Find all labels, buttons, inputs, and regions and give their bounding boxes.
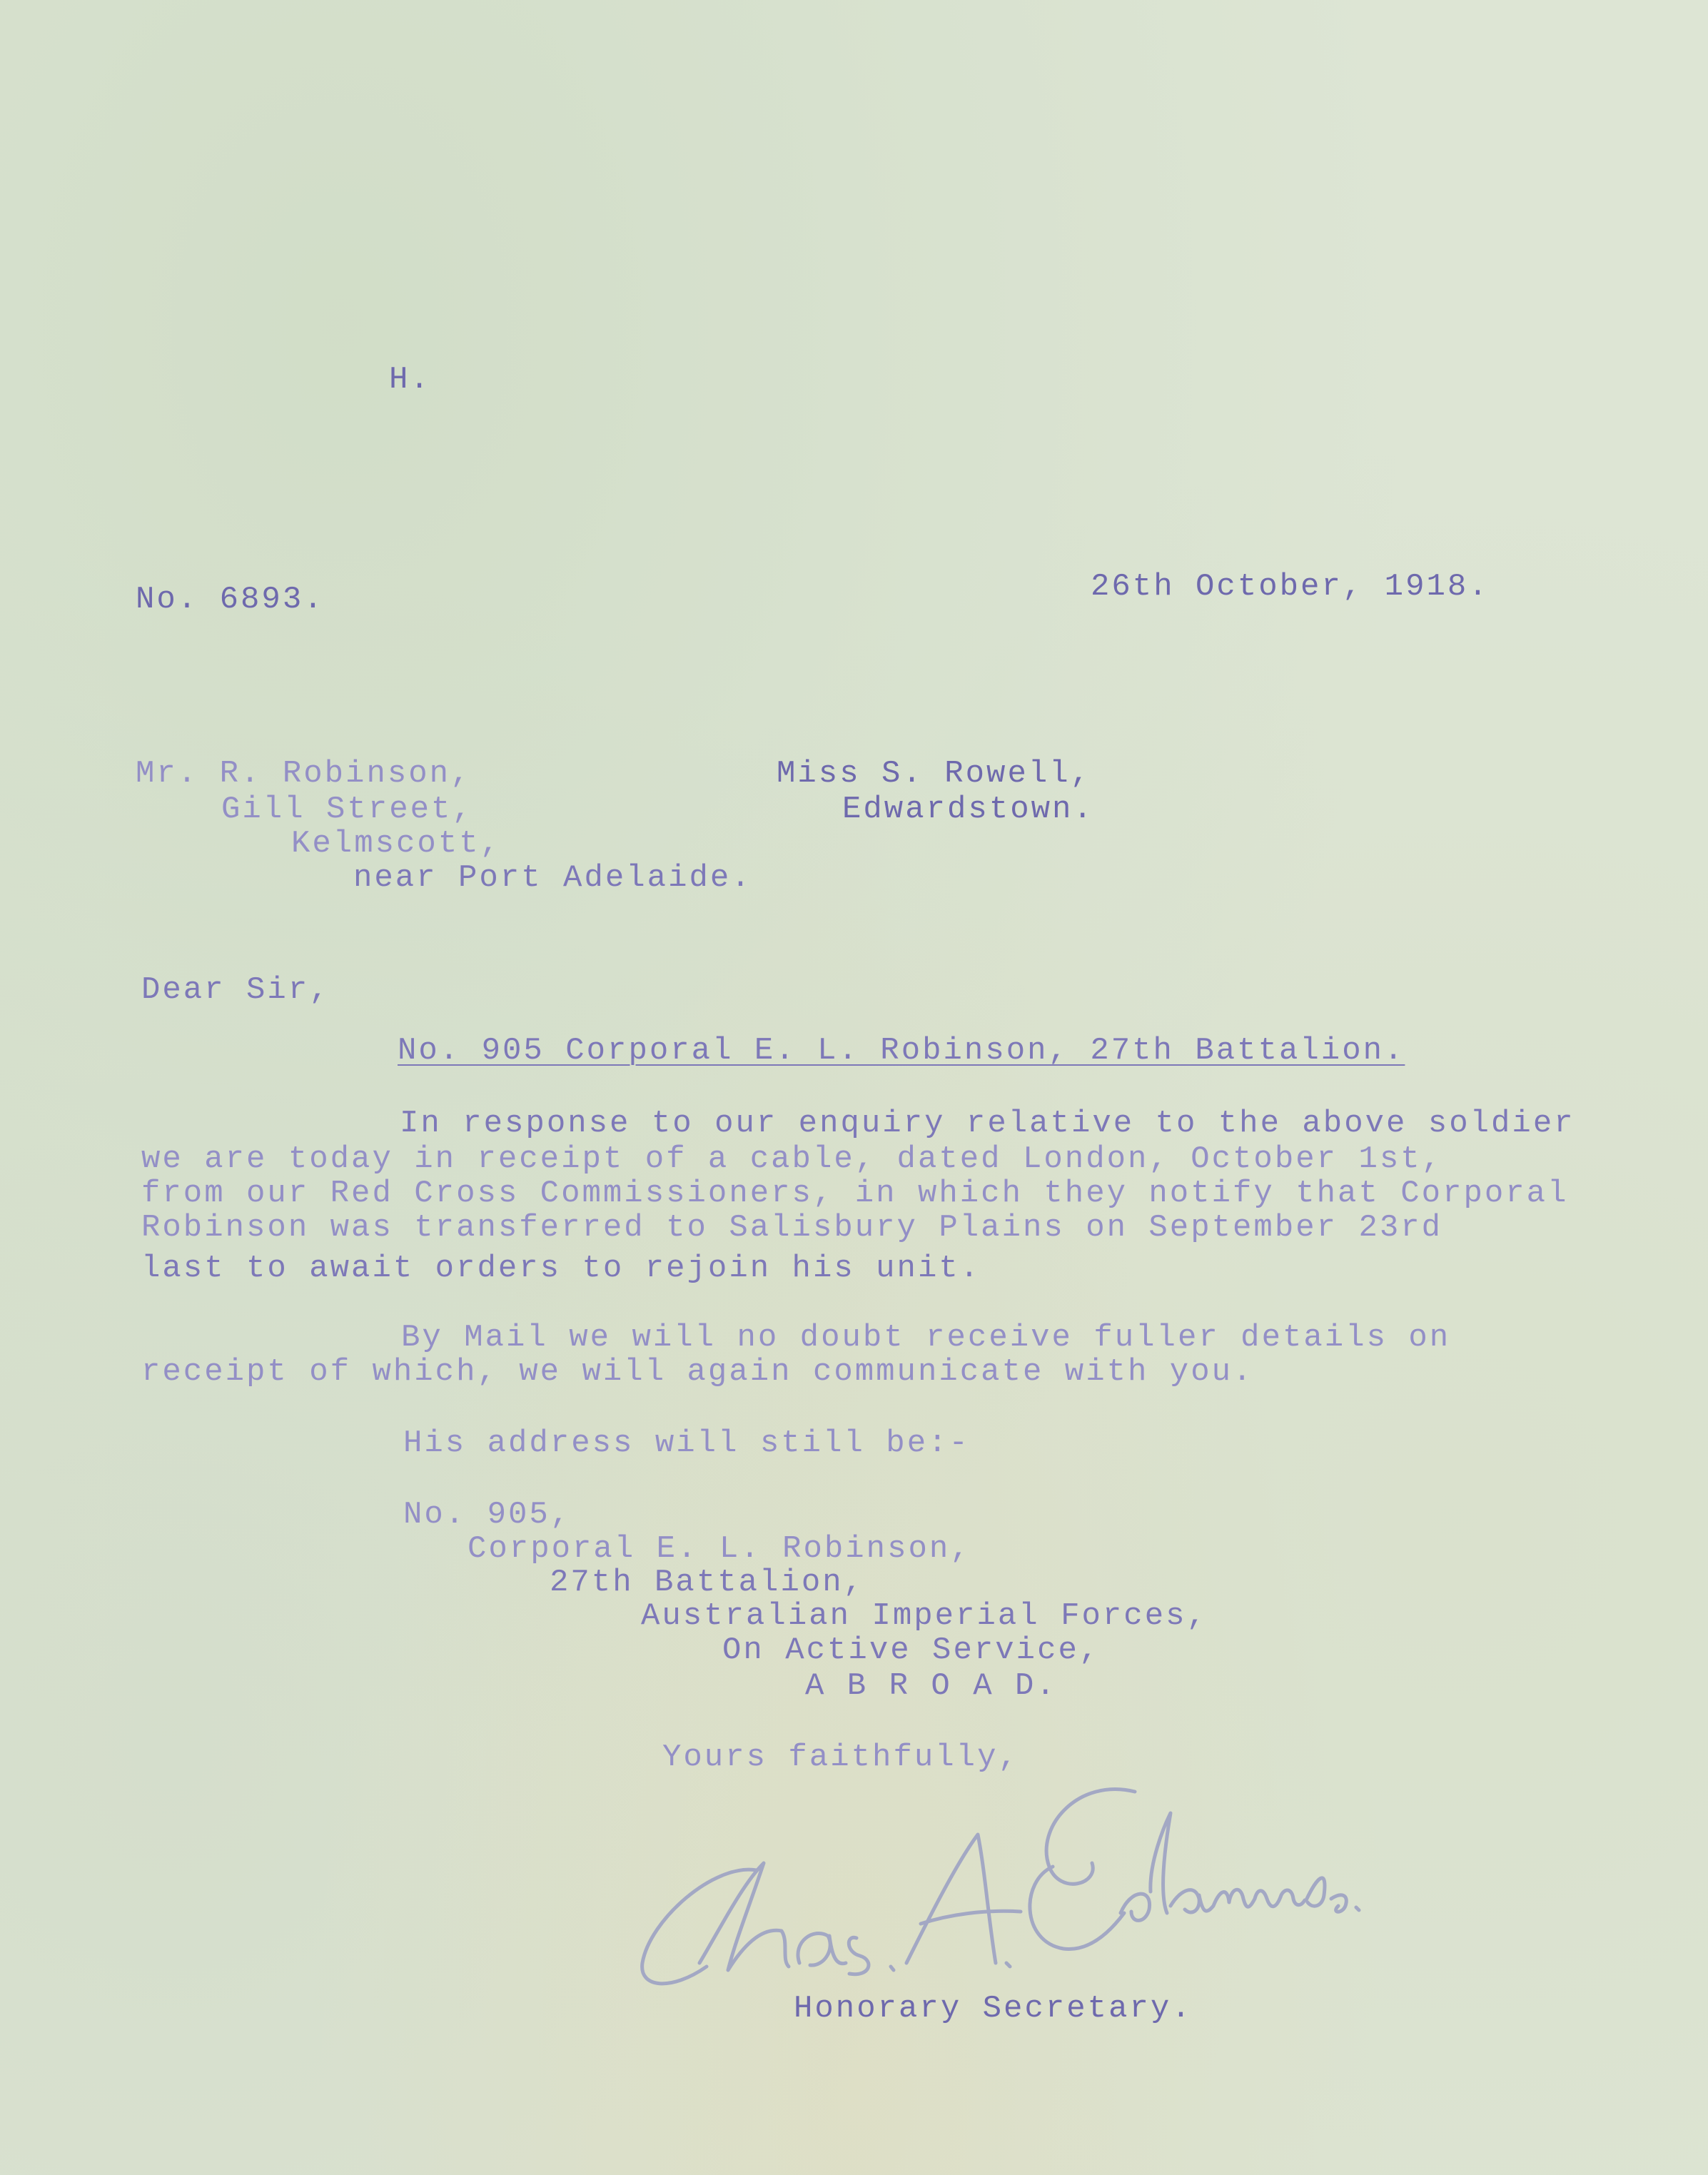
paragraph-line: we are today in receipt of a cable, dated London, October 1st, — [141, 1141, 1443, 1177]
reference-number: No. 6893. — [136, 582, 325, 617]
paragraph-line: In response to our enquiry relative to the above soldier — [400, 1106, 1575, 1141]
soldier-address-line: Corporal E. L. Robinson, — [468, 1531, 971, 1567]
salutation: Dear Sir, — [141, 972, 330, 1008]
recipient-line: Mr. R. Robinson, — [136, 756, 472, 792]
second-addressee-line: Miss S. Rowell, — [777, 756, 1092, 792]
file-mark: H. — [389, 362, 431, 398]
paragraph-line: receipt of which, we will again communicate with you. — [141, 1354, 1254, 1390]
soldier-address-line: 27th Battalion, — [550, 1565, 865, 1600]
closing: Yours faithfully, — [662, 1740, 1019, 1775]
soldier-address-line: On Active Service, — [722, 1632, 1101, 1668]
recipient-line: Gill Street, — [221, 792, 473, 827]
subject-line: No. 905 Corporal E. L. Robinson, 27th Battalion. — [398, 1033, 1405, 1069]
paragraph-line: last to await orders to rejoin his unit. — [141, 1251, 981, 1286]
paragraph-line: Robinson was transferred to Salisbury Plains on September 23rd — [141, 1210, 1443, 1246]
soldier-address-line: A B R O A D. — [805, 1668, 1057, 1704]
address-intro: His address will still be:- — [403, 1425, 970, 1461]
paragraph-line: By Mail we will no doubt receive fuller details on — [401, 1320, 1451, 1356]
handwritten-signature — [621, 1749, 1370, 2020]
letter-date: 26th October, 1918. — [1091, 569, 1490, 605]
paragraph-line: from our Red Cross Commissioners, in which they notify that Corporal — [141, 1176, 1569, 1211]
signatory-title: Honorary Secretary. — [794, 1991, 1193, 2027]
recipient-line: near Port Adelaide. — [353, 860, 752, 896]
soldier-address-line: Australian Imperial Forces, — [641, 1598, 1208, 1634]
recipient-line: Kelmscott, — [291, 826, 502, 862]
soldier-address-line: No. 905, — [403, 1497, 572, 1533]
second-addressee-line: Edwardstown. — [842, 792, 1094, 827]
